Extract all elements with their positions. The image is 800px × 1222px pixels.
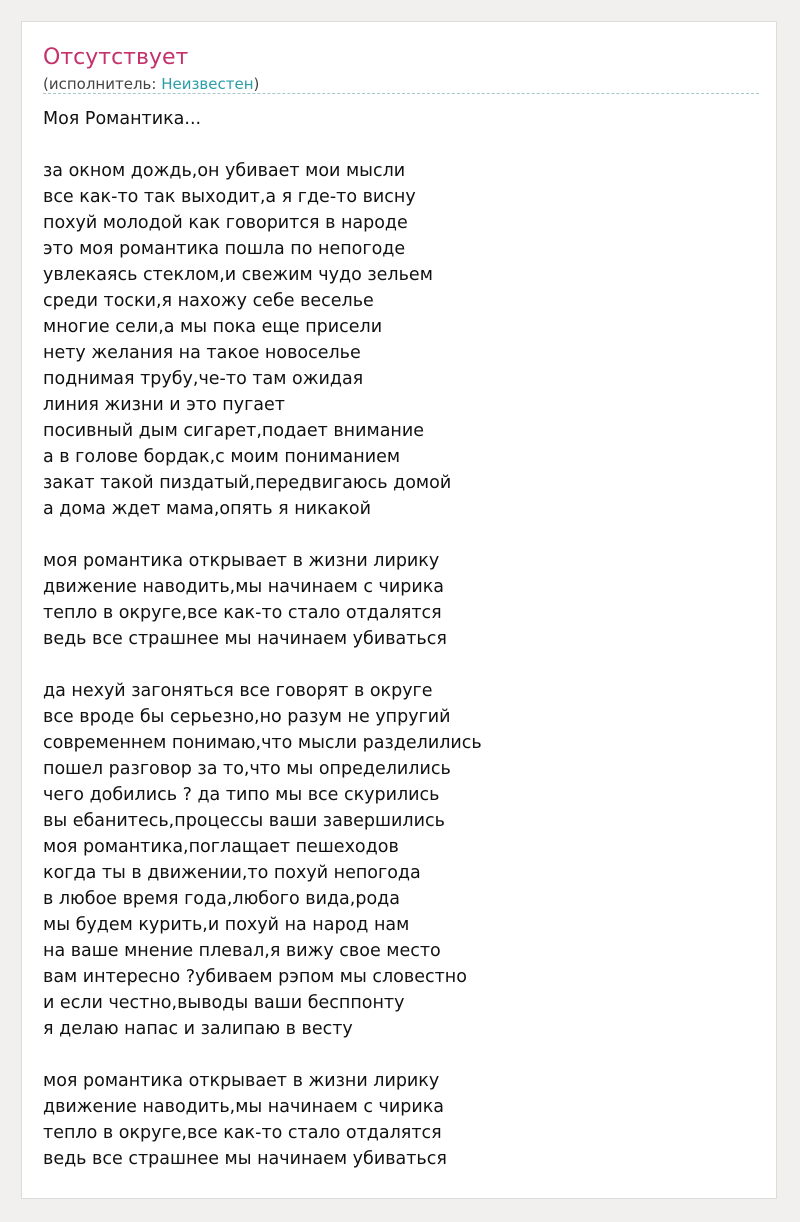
lyric-line: в любое время года,любого вида,рода <box>43 889 400 909</box>
lyric-line: Моя Романтика... <box>43 109 202 129</box>
lyric-line: а дома ждет мама,опять я никакой <box>43 499 371 519</box>
stanza-break <box>43 132 759 158</box>
lyric-line: на ваше мнение плевал,я вижу свое место <box>43 941 441 961</box>
artist-link[interactable]: Неизвестен <box>161 75 254 93</box>
artist-prefix: (исполнитель: <box>43 75 162 93</box>
lyrics-card <box>21 21 777 1199</box>
lyric-line: среди тоски,я нахожу себе веселье <box>43 291 374 311</box>
lyric-line: моя романтика открывает в жизни лирику <box>43 551 440 571</box>
lyric-line: линия жизни и это пугает <box>43 395 285 415</box>
lyric-line: многие сели,а мы пока еще присели <box>43 317 383 337</box>
lyric-line: вам интересно ?убиваем рэпом мы словестно <box>43 967 467 987</box>
lyric-line: вы ебанитесь,процессы ваши завершились <box>43 811 445 831</box>
stanza-break <box>43 652 759 678</box>
lyric-line: тепло в округе,все как-то стало отдалятся <box>43 603 442 623</box>
lyric-line: посивный дым сигарет,подает внимание <box>43 421 425 441</box>
lyric-line: поднимая трубу,че-то там ожидая <box>43 369 364 389</box>
lyric-line: моя романтика,поглащает пешеходов <box>43 837 399 857</box>
song-title: Отсутствует <box>43 45 189 70</box>
lyric-line: я делаю напас и залипаю в весту <box>43 1019 353 1039</box>
lyric-line: и если честно,выводы ваши бесппонту <box>43 993 405 1013</box>
lyric-line: это моя романтика пошла по непогоде <box>43 239 406 259</box>
lyric-line: движение наводить,мы начинаем с чирика <box>43 577 445 597</box>
lyric-line: ведь все страшнее мы начинаем убиваться <box>43 629 447 649</box>
lyric-line: современнем понимаю,что мысли разделились <box>43 733 482 753</box>
lyric-line: движение наводить,мы начинаем с чирика <box>43 1097 445 1117</box>
lyric-line: пошел разговор за то,что мы определились <box>43 759 451 779</box>
artist-suffix: ) <box>253 75 260 93</box>
stanza-break <box>43 1042 759 1068</box>
lyric-line: ведь все страшнее мы начинаем убиваться <box>43 1149 447 1169</box>
lyric-line: тепло в округе,все как-то стало отдалятся <box>43 1123 442 1143</box>
lyrics-body <box>43 106 759 1172</box>
lyric-line: мы будем курить,и похуй на народ нам <box>43 915 410 935</box>
lyric-line: чего добились ? да типо мы все скурились <box>43 785 440 805</box>
header-divider <box>43 93 759 94</box>
lyric-line: да нехуй загоняться все говорят в округе <box>43 681 433 701</box>
stanza-break <box>43 522 759 548</box>
artist-line <box>43 74 259 94</box>
lyric-line: а в голове бордак,с моим пониманием <box>43 447 401 467</box>
lyric-line: увлекаясь стеклом,и свежим чудо зельем <box>43 265 433 285</box>
lyric-line: моя романтика открывает в жизни лирику <box>43 1071 440 1091</box>
lyric-line: за окном дождь,он убивает мои мысли <box>43 161 406 181</box>
lyric-line: все вроде бы серьезно,но разум не упругий <box>43 707 451 727</box>
lyric-line: закат такой пиздатый,передвигаюсь домой <box>43 473 452 493</box>
lyric-line: нету желания на такое новоселье <box>43 343 361 363</box>
lyric-line: когда ты в движении,то похуй непогода <box>43 863 421 883</box>
lyric-line: все как-то так выходит,а я где-то висну <box>43 187 416 207</box>
lyric-line: похуй молодой как говорится в народе <box>43 213 408 233</box>
